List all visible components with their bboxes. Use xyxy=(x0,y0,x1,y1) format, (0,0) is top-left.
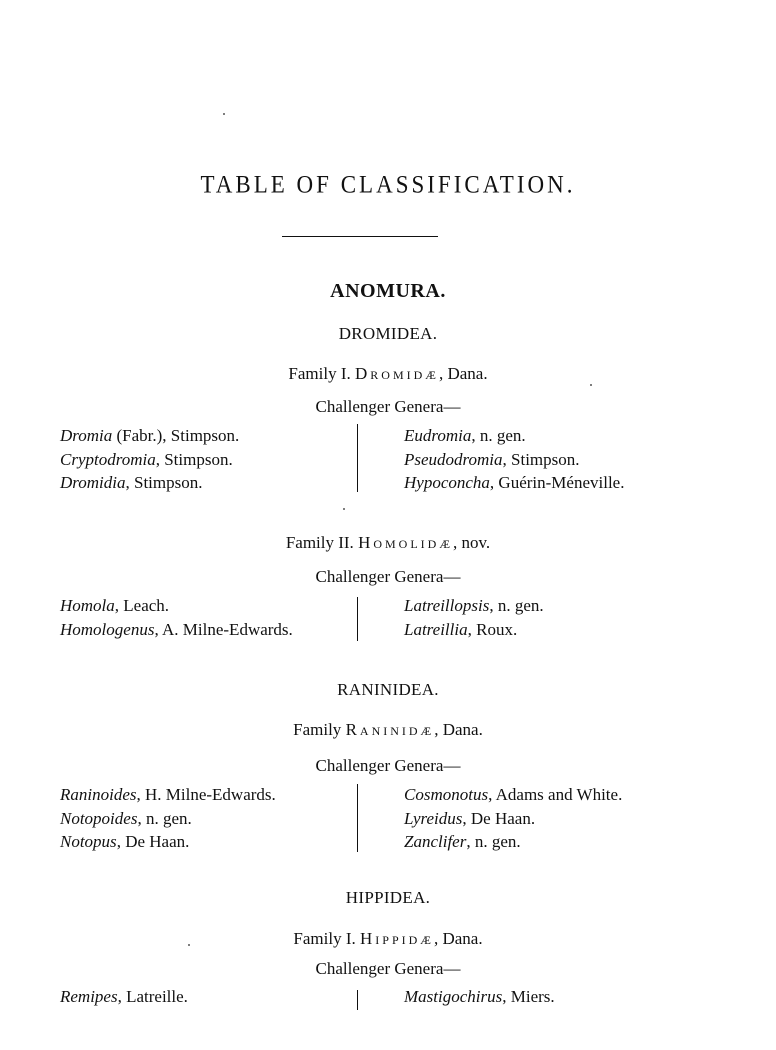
genus-entry xyxy=(404,807,622,831)
genus-entry xyxy=(404,424,624,448)
genus-name: Cryptodromia xyxy=(60,449,156,469)
genera-heading: Challenger Genera— xyxy=(315,567,461,586)
genus-entry xyxy=(60,807,276,831)
section-heading: RANINIDEA. xyxy=(337,680,439,699)
column-divider xyxy=(357,597,358,641)
print-speck xyxy=(343,508,345,510)
family-heading xyxy=(0,533,776,553)
section-heading: DROMIDEA. xyxy=(338,324,438,343)
genus-name: Dromia xyxy=(60,426,113,445)
family-heading xyxy=(0,720,776,740)
genus-authority: , Miers. xyxy=(502,987,555,1006)
genus-authority: , Adams and White. xyxy=(488,785,623,804)
genus-authority: , n. gen. xyxy=(466,832,521,851)
genus-name: Mastigochirus xyxy=(404,987,503,1006)
genus-entry xyxy=(60,471,239,495)
genera-right-column xyxy=(404,985,555,1009)
genera-left-column xyxy=(60,424,239,495)
print-speck xyxy=(590,384,592,386)
genus-entry xyxy=(404,783,622,807)
family-name: Dromidæ xyxy=(355,364,439,383)
genus-entry xyxy=(60,448,239,472)
genus-entry xyxy=(60,618,293,642)
title-rule xyxy=(282,236,438,237)
print-speck xyxy=(188,944,190,946)
family-heading xyxy=(0,364,776,384)
genus-authority: , n. gen. xyxy=(137,808,192,828)
column-divider xyxy=(357,990,358,1010)
genus-authority: , Stimpson. xyxy=(125,473,203,492)
order-heading: ANOMURA. xyxy=(330,280,446,302)
genera-right-column xyxy=(404,783,622,854)
genus-entry xyxy=(404,471,624,495)
print-speck xyxy=(223,113,225,115)
genus-name: Notopoides xyxy=(60,808,138,828)
genus-authority: , De Haan. xyxy=(116,832,190,851)
genus-authority: , Guérin-Méneville. xyxy=(489,473,625,492)
genus-name: Dromidia xyxy=(60,473,126,492)
genus-name: Eudromia xyxy=(404,426,472,445)
genera-right-column xyxy=(404,594,544,641)
genus-entry xyxy=(60,594,293,618)
family-name: Homolidæ xyxy=(358,533,454,552)
genus-name: Homologenus xyxy=(60,619,155,639)
genus-name: Zanclifer xyxy=(404,832,467,851)
family-name: Raninidæ xyxy=(345,720,435,739)
genus-entry xyxy=(60,985,188,1009)
genus-authority: , Latreille. xyxy=(117,987,188,1006)
family-prefix: Family I. xyxy=(288,364,355,383)
genus-entry xyxy=(404,448,624,472)
column-divider xyxy=(357,784,358,852)
family-name: Hippidæ xyxy=(360,929,434,948)
genus-authority: (Fabr.), Stimpson. xyxy=(112,426,240,445)
genus-name: Latreillopsis xyxy=(404,596,490,615)
genus-name: Hypoconcha xyxy=(404,473,490,492)
genus-name: Pseudodromia xyxy=(404,449,503,469)
genera-heading: Challenger Genera— xyxy=(315,756,461,775)
genus-entry xyxy=(404,830,622,854)
genus-authority: , H. Milne-Edwards. xyxy=(136,785,276,804)
genus-authority: , De Haan. xyxy=(462,808,536,828)
genera-left-column xyxy=(60,783,276,854)
genus-authority: , A. Milne-Edwards. xyxy=(154,619,293,639)
family-suffix: , Dana. xyxy=(438,364,488,383)
genus-name: Latreillia xyxy=(404,619,468,639)
genus-name: Notopus xyxy=(60,832,117,851)
genus-authority: , Stimpson. xyxy=(502,449,580,469)
family-heading xyxy=(0,929,776,949)
genus-entry xyxy=(60,424,239,448)
genus-name: Lyreidus xyxy=(404,808,463,828)
family-suffix: , Dana. xyxy=(433,929,483,948)
genus-entry xyxy=(60,783,276,807)
genera-left-column xyxy=(60,594,293,641)
page-title: TABLE OF CLASSIFICATION. xyxy=(200,170,576,198)
genus-authority: , Leach. xyxy=(114,596,170,615)
genus-entry xyxy=(404,594,544,618)
genera-left-column xyxy=(60,985,188,1009)
genus-name: Remipes xyxy=(60,987,118,1006)
genus-entry xyxy=(404,985,555,1009)
family-prefix: Family xyxy=(293,720,346,739)
genus-name: Cosmonotus xyxy=(404,785,489,804)
family-prefix: Family II. xyxy=(285,533,359,552)
genus-entry xyxy=(404,618,544,642)
genera-heading: Challenger Genera— xyxy=(315,397,461,416)
genus-entry xyxy=(60,830,276,854)
family-prefix: Family I. xyxy=(293,929,360,948)
genus-authority: , n. gen. xyxy=(489,596,544,615)
genus-name: Homola xyxy=(60,596,115,615)
family-suffix: , Dana. xyxy=(434,720,483,739)
genus-authority: , n. gen. xyxy=(471,426,526,445)
section-heading: HIPPIDEA. xyxy=(345,888,431,907)
genus-authority: , Roux. xyxy=(467,619,518,639)
genus-name: Raninoides xyxy=(60,785,137,804)
genera-heading: Challenger Genera— xyxy=(315,959,461,978)
genus-authority: , Stimpson. xyxy=(155,449,233,469)
column-divider xyxy=(357,424,358,492)
family-suffix: , nov. xyxy=(453,533,491,552)
genera-right-column xyxy=(404,424,624,495)
